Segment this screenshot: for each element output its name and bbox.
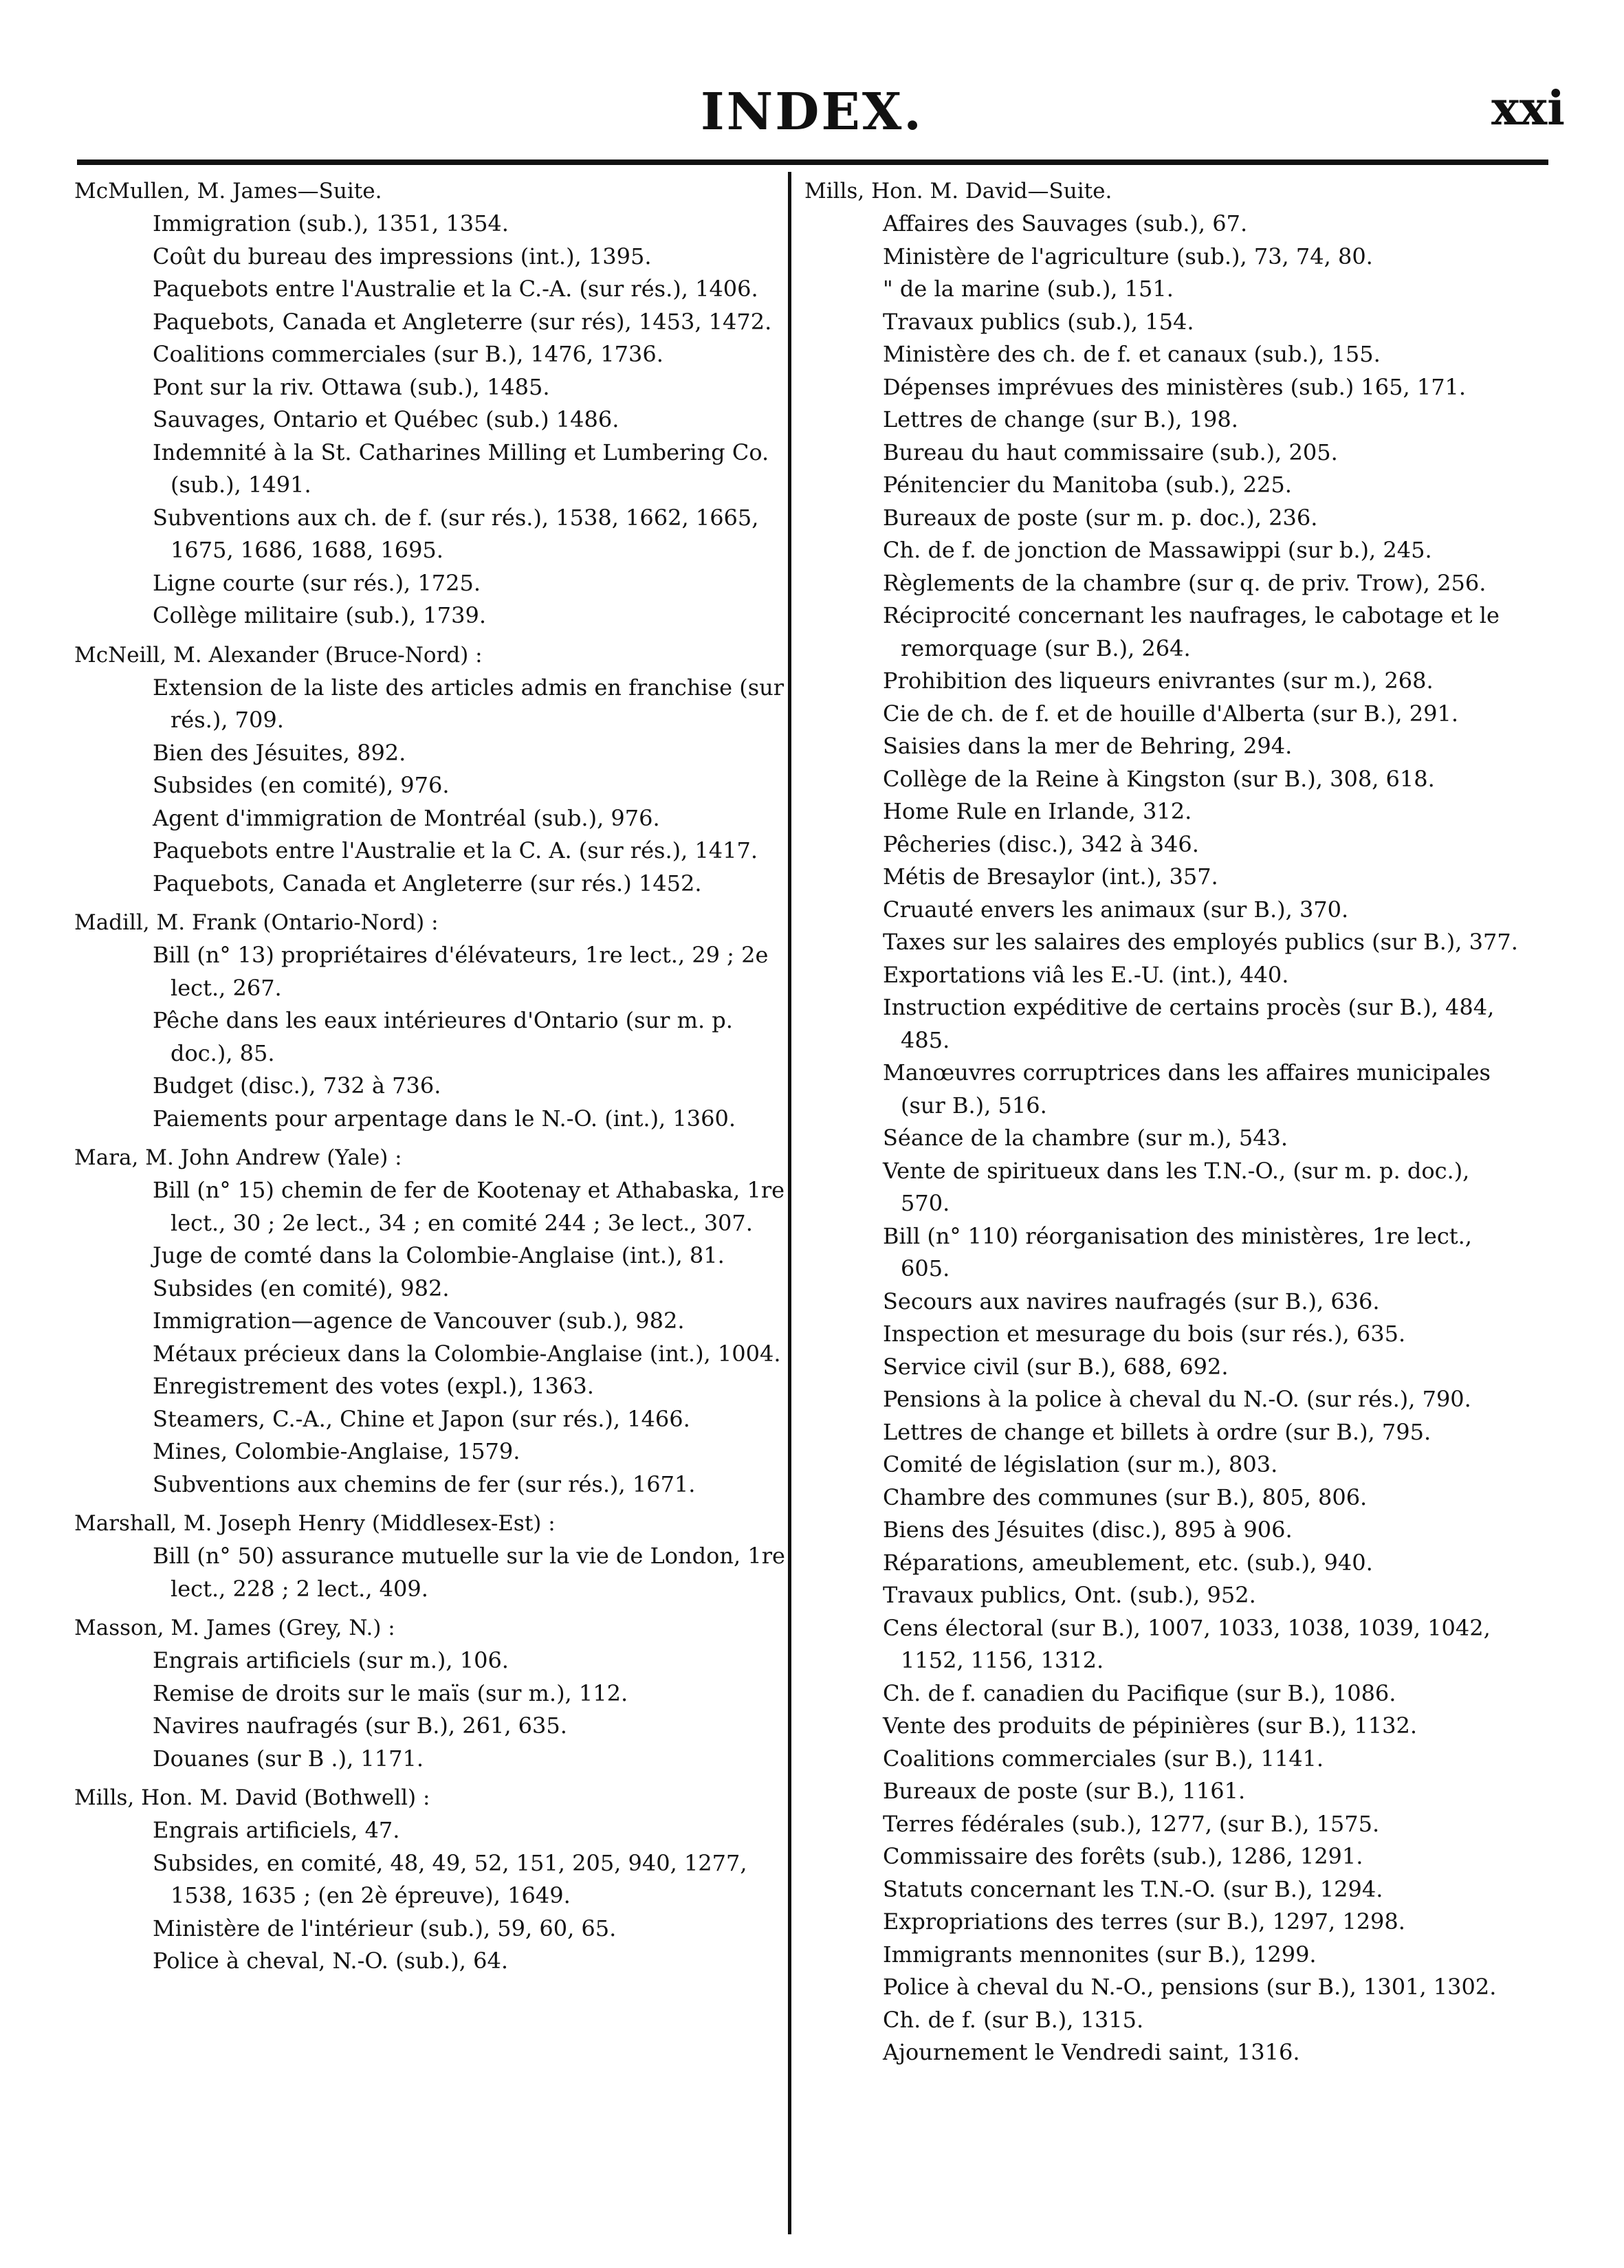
page-number: xxi [1491, 81, 1565, 136]
index-entry: Agent d'immigration de Montréal (sub.), 976. [153, 804, 660, 831]
index-entry: Coalitions commerciales (sur B.), 1476, 1736. [153, 341, 663, 367]
index-entry: Chambre des communes (sur B.), 805, 806. [883, 1484, 1368, 1510]
page-title: INDEX. [700, 82, 923, 142]
index-entry: Séance de la chambre (sur m.), 543. [883, 1125, 1288, 1151]
index-group [74, 639, 789, 901]
index-entry: Ministère de l'intérieur (sub.), 59, 60, 65. [153, 1915, 617, 1941]
index-entry: Enregistrement des votes (expl.), 1363. [153, 1373, 594, 1399]
index-entry: Pensions à la police à cheval du N.-O. (sur rés.), 790. [883, 1386, 1471, 1412]
index-entry: Réparations, ameublement, etc. (sub.), 940. [883, 1549, 1373, 1576]
index-entry: Cruauté envers les animaux (sur B.), 370. [883, 896, 1349, 923]
index-entry: Ajournement le Vendredi saint, 1316. [883, 2039, 1300, 2065]
index-group [74, 1612, 789, 1775]
index-entry: Pénitencier du Manitoba (sub.), 225. [883, 472, 1292, 498]
index-entry: Immigration—agence de Vancouver (sub.), 982. [153, 1308, 685, 1334]
index-entry: Ligne courte (sur rés.), 1725. [153, 569, 481, 596]
index-entry: Extension de la liste des articles admis en franchise (sur rés.), 709. [153, 674, 784, 733]
index-person-heading: Mills, Hon. M. David—Suite. [804, 179, 1112, 203]
index-entry: Commissaire des forêts (sub.), 1286, 1291. [883, 1843, 1363, 1869]
index-entry: Lettres de change et billets à ordre (sur B.), 795. [883, 1418, 1431, 1445]
index-entry: Indemnité à la St. Catharines Milling et Lumbering Co. (sub.), 1491. [153, 439, 769, 498]
index-entry: Engrais artificiels, 47. [153, 1817, 400, 1843]
left-column [74, 175, 789, 1985]
index-entry: Immigration (sub.), 1351, 1354. [153, 210, 509, 236]
index-entry: Subsides (en comité), 982. [153, 1275, 450, 1301]
index-entry: Coût du bureau des impressions (int.), 1395. [153, 243, 652, 269]
index-entry: Instruction expéditive de certains procès (sur B.), 484, 485. [883, 994, 1495, 1053]
index-entry: Réciprocité concernant les naufrages, le cabotage et le remorquage (sur B.), 264. [883, 602, 1500, 661]
index-entry: Règlements de la chambre (sur q. de priv. Trow), 256. [883, 569, 1486, 596]
index-entry: " de la marine (sub.), 151. [883, 276, 1174, 302]
index-person-heading: Madill, M. Frank (Ontario-Nord) : [74, 910, 439, 935]
index-entry: Ministère des ch. de f. et canaux (sub.), 155. [883, 341, 1381, 367]
index-entry: Sauvages, Ontario et Québec (sub.) 1486. [153, 406, 619, 432]
index-person-heading: Mills, Hon. M. David (Bothwell) : [74, 1785, 430, 1810]
index-entry: Pêcheries (disc.), 342 à 346. [883, 830, 1199, 857]
index-entry: Douanes (sur B .), 1171. [153, 1745, 424, 1772]
index-entry: Juge de comté dans la Colombie-Anglaise (int.), 81. [153, 1242, 725, 1268]
index-group [74, 175, 789, 632]
index-entry: Bureau du haut commissaire (sub.), 205. [883, 439, 1338, 465]
index-entry: Exportations viâ les E.-U. (int.), 440. [883, 961, 1289, 988]
index-entry: Comité de législation (sur m.), 803. [883, 1451, 1278, 1477]
index-person-heading: McMullen, M. James—Suite. [74, 179, 382, 203]
index-entry: Steamers, C.-A., Chine et Japon (sur rés.), 1466. [153, 1405, 690, 1432]
index-group [74, 1142, 789, 1501]
index-entry: Statuts concernant les T.N.-O. (sur B.), 1294. [883, 1875, 1383, 1902]
index-entry: Lettres de change (sur B.), 198. [883, 406, 1238, 432]
index-entry: Engrais artificiels (sur m.), 106. [153, 1647, 509, 1673]
index-entry: Bill (n° 15) chemin de fer de Kootenay et Athabaska, 1re lect., 30 ; 2e lect., 34 ; en comité 244 ; 3e lect., 307. [153, 1177, 785, 1236]
index-entry: Subventions aux chemins de fer (sur rés.), 1671. [153, 1471, 696, 1497]
index-entry: Secours aux navires naufragés (sur B.), 636. [883, 1288, 1380, 1314]
index-entry: Subventions aux ch. de f. (sur rés.), 1538, 1662, 1665, 1675, 1686, 1688, 1695. [153, 504, 759, 563]
index-entry: Service civil (sur B.), 688, 692. [883, 1353, 1229, 1380]
index-entry: Subsides, en comité, 48, 49, 52, 151, 205, 940, 1277, 1538, 1635 ; (en 2è épreuve), 1649. [153, 1849, 747, 1908]
index-entry: Paquebots entre l'Australie et la C.-A. (sur rés.), 1406. [153, 276, 758, 302]
index-entry: Dépenses imprévues des ministères (sub.) 165, 171. [883, 373, 1467, 400]
index-entry: Vente de spiritueux dans les T.N.-O., (sur m. p. doc.), 570. [883, 1157, 1470, 1216]
header-rule [77, 159, 1548, 165]
index-entry: Taxes sur les salaires des employés publics (sur B.), 377. [883, 929, 1518, 955]
index-entry: Vente des produits de pépinières (sur B.), 1132. [883, 1713, 1417, 1739]
index-entry: Paquebots entre l'Australie et la C. A. (sur rés.), 1417. [153, 837, 758, 863]
index-entry: Collège de la Reine à Kingston (sur B.), 308, 618. [883, 765, 1435, 792]
page-header [0, 0, 1624, 158]
index-entry: Bureaux de poste (sur m. p. doc.), 236. [883, 504, 1318, 531]
index-entry: Paquebots, Canada et Angleterre (sur rés.) 1452. [153, 870, 702, 896]
index-entry: Métis de Bresaylor (int.), 357. [883, 863, 1218, 890]
index-entry: Ch. de f. de jonction de Massawippi (sur b.), 245. [883, 537, 1432, 563]
index-entry: Collège militaire (sub.), 1739. [153, 602, 486, 628]
index-entry: Subsides (en comité), 976. [153, 772, 450, 798]
index-entry: Manœuvres corruptrices dans les affaires municipales (sur B.), 516. [883, 1059, 1491, 1119]
index-entry: Navires naufragés (sur B.), 261, 635. [153, 1713, 567, 1739]
index-group [804, 175, 1519, 2069]
index-entry: Cens électoral (sur B.), 1007, 1033, 1038, 1039, 1042, 1152, 1156, 1312. [883, 1614, 1491, 1673]
index-entry: Travaux publics, Ont. (sub.), 952. [883, 1582, 1256, 1608]
index-group [74, 1508, 789, 1605]
index-entry: Immigrants mennonites (sur B.), 1299. [883, 1941, 1317, 1968]
index-entry: Coalitions commerciales (sur B.), 1141. [883, 1745, 1324, 1772]
index-entry: Budget (disc.), 732 à 736. [153, 1072, 441, 1099]
index-entry: Bureaux de poste (sur B.), 1161. [883, 1778, 1246, 1804]
index-entry: Affaires des Sauvages (sub.), 67. [883, 210, 1248, 236]
index-entry: Inspection et mesurage du bois (sur rés.), 635. [883, 1321, 1406, 1347]
index-person-heading: McNeill, M. Alexander (Bruce-Nord) : [74, 642, 483, 668]
index-entry: Police à cheval du N.-O., pensions (sur B.), 1301, 1302. [883, 1974, 1497, 2000]
index-entry: Cie de ch. de f. et de houille d'Alberta (sur B.), 291. [883, 700, 1458, 727]
index-entry: Saisies dans la mer de Behring, 294. [883, 733, 1293, 759]
index-entry: Expropriations des terres (sur B.), 1297, 1298. [883, 1908, 1405, 1935]
index-group [74, 1782, 789, 1978]
index-entry: Paquebots, Canada et Angleterre (sur rés), 1453, 1472. [153, 308, 772, 335]
index-entry: Terres fédérales (sub.), 1277, (sur B.), 1575. [883, 1810, 1380, 1837]
index-entry: Biens des Jésuites (disc.), 895 à 906. [883, 1517, 1293, 1543]
index-entry: Pêche dans les eaux intérieures d'Ontario (sur m. p. doc.), 85. [153, 1007, 733, 1066]
index-entry: Ministère de l'agriculture (sub.), 73, 74, 80. [883, 243, 1373, 269]
index-entry: Ch. de f. canadien du Pacifique (sur B.), 1086. [883, 1680, 1396, 1706]
index-entry: Ch. de f. (sur B.), 1315. [883, 2006, 1144, 2033]
index-entry: Travaux publics (sub.), 154. [883, 308, 1194, 335]
index-entry: Bill (n° 13) propriétaires d'élévateurs, 1re lect., 29 ; 2e lect., 267. [153, 942, 769, 1001]
index-entry: Mines, Colombie-Anglaise, 1579. [153, 1438, 520, 1464]
index-entry: Pont sur la riv. Ottawa (sub.), 1485. [153, 373, 550, 400]
index-entry: Home Rule en Irlande, 312. [883, 798, 1192, 824]
index-entry: Métaux précieux dans la Colombie-Anglaise (int.), 1004. [153, 1340, 781, 1367]
index-group [74, 907, 789, 1135]
index-person-heading: Masson, M. James (Grey, N.) : [74, 1616, 395, 1640]
index-entry: Prohibition des liqueurs enivrantes (sur m.), 268. [883, 668, 1434, 694]
index-entry: Remise de droits sur le maïs (sur m.), 112. [153, 1680, 628, 1706]
index-entry: Bien des Jésuites, 892. [153, 739, 406, 766]
index-entry: Bill (n° 50) assurance mutuelle sur la vie de London, 1re lect., 228 ; 2 lect., 409. [153, 1543, 785, 1602]
right-column [804, 175, 1519, 2076]
index-entry: Police à cheval, N.-O. (sub.), 64. [153, 1948, 508, 1974]
index-person-heading: Marshall, M. Joseph Henry (Middlesex-Est) : [74, 1511, 556, 1536]
index-entry: Bill (n° 110) réorganisation des ministères, 1re lect., 605. [883, 1222, 1472, 1281]
index-person-heading: Mara, M. John Andrew (Yale) : [74, 1145, 402, 1170]
index-entry: Paiements pour arpentage dans le N.-O. (int.), 1360. [153, 1105, 736, 1132]
